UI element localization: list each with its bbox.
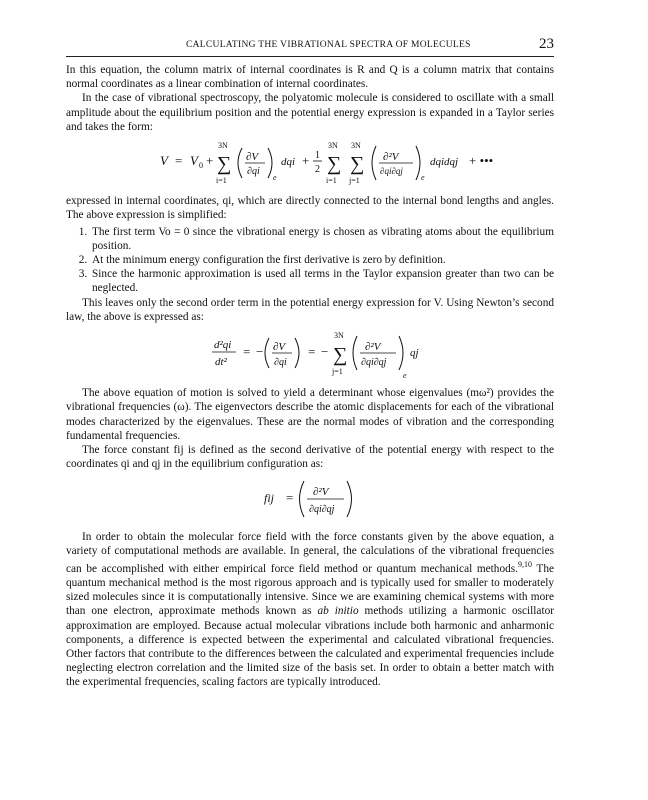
eq1-dqi: dqi <box>281 156 296 169</box>
paragraph-4: This leaves only the second order term in the potential energy expression for V. Using Newton’s second law, the above is expressed as: <box>66 296 554 323</box>
eq3-paren-left <box>300 481 305 517</box>
paragraph-5: The above equation of motion is solved to yield a determinant whose eigenvalues (mω²) provides the vibrational frequencies (ω). The eigenvectors describe the atomic displacements for each of the vibrational modes characterized by the eigenvalues. These are the normal modes of vibration and the corresponding fundamental frequencies. <box>66 387 554 442</box>
ab-initio-term: ab initio <box>317 605 359 618</box>
eq1-half-num: 1 <box>315 150 320 162</box>
list-item-3: 3. Since the harmonic approximation is used all terms in the Taylor expansion greater than two can be neglected. <box>90 267 554 295</box>
eq1-sum2-upper: 3N <box>328 141 338 151</box>
eq1-paren2-left <box>372 146 376 180</box>
eq2-paren1-right <box>295 338 299 368</box>
eq3-lhs: fij <box>264 491 275 506</box>
paragraph-6: The force constant fij is defined as the second derivative of the potential energy with respect to the coordinates qi and qj in the equilibrium configuration as: <box>66 444 554 471</box>
eq1-paren1-right <box>268 148 272 178</box>
paragraph-1: In this equation, the column matrix of internal coordinates is R and Q is a column matrix that contains normal coordinates as a linear combination of internal coordinates. <box>66 64 554 91</box>
running-header <box>66 38 554 56</box>
eq1-dqidqj: dqidqj <box>430 156 459 169</box>
eq1-sum3-lower: j=1 <box>349 176 360 186</box>
eq1-paren1-left <box>238 148 242 178</box>
eq3-paren-right <box>347 481 352 517</box>
eq2-sum-upper: 3N <box>334 331 344 341</box>
eq1-sub-e1: e <box>273 173 277 183</box>
reference-superscript: 9,10 <box>517 560 532 570</box>
eq1-d1-num: ∂V <box>246 151 259 164</box>
list-item-1: 1. The first term Vo = 0 since the vibrational energy is chosen as vibrating atoms about the equilibrium position. <box>90 225 554 253</box>
eq1-lhs: V <box>160 153 168 169</box>
eq1-half-den: 2 <box>315 164 320 176</box>
eq1-d2-den: ∂qi∂qj <box>380 166 403 177</box>
page-number: 23 <box>539 36 554 52</box>
eq3-d2-den: ∂qi∂qj <box>309 504 335 516</box>
eq2-paren1-left <box>265 338 269 368</box>
eq2-d2-den: ∂qi∂qj <box>361 357 387 369</box>
list-item-2: 2. At the minimum energy configuration the first derivative is zero by definition. <box>90 253 554 267</box>
eq1-d1-den: ∂qi <box>247 166 260 178</box>
eq3-d2-num: ∂²V <box>313 486 329 499</box>
eq1-equals: = <box>175 153 183 169</box>
body-text <box>66 63 554 690</box>
paragraph-3: expressed in internal coordinates, qi, which are directly connected to the internal bond lengths and angles. The above expression is simplified: <box>66 195 554 222</box>
eq2-sum-lower: j=1 <box>332 367 343 377</box>
eq2-equals2: = <box>308 344 316 360</box>
eq1-plus2: + <box>302 153 310 169</box>
eq2-lhs-den: dt² <box>215 356 227 369</box>
eq2-minus1: − <box>256 344 264 360</box>
eq1-sum1-lower: i=1 <box>216 176 227 186</box>
eq1-paren2-right <box>416 146 420 180</box>
eq1-sum2-lower: i=1 <box>326 176 337 186</box>
eq1-sum1-upper: 3N <box>218 141 228 151</box>
paragraph-2: In the case of vibrational spectroscopy, the polyatomic molecule is considered to oscillate with a small amplitude about the equilibrium position and the potential energy expression is expanded in a Taylor series and takes the form: <box>66 92 554 133</box>
paragraph-7-part-b: The quantum mechanical method is the most rigorous approach and is typically used for smaller to moderately sized molecules since it is computationally intensive. Since we are examining chemical systems with more than one electron, approximate methods known as <box>66 562 554 618</box>
eq2-paren2-right <box>399 336 403 370</box>
eq1-sum1-sigma: ∑ <box>217 153 232 176</box>
eq1-v0: V <box>190 153 198 169</box>
eq2-minus2: − <box>321 344 329 360</box>
eq2-d2-num: ∂²V <box>365 341 381 354</box>
eq2-equals1: = <box>243 344 251 360</box>
eq3-equals: = <box>286 490 294 506</box>
eq1-v0-sub: 0 <box>199 161 203 171</box>
paragraph-7-part-a: In order to obtain the molecular force field with the force constants given by the above equation, a variety of computational methods are available. In general, the calculations of the vibrational frequencies can be accomplished with either empirical force field method or quantum mechanical methods. <box>66 530 554 575</box>
eq1-plus1: + <box>206 153 214 169</box>
eq1-sub-e2: e <box>421 173 425 183</box>
paragraph-7-part-c: methods utilizing a harmonic oscillator approximation are employed. Because actual molecular vibrations include both harmonic and anharmonic components, a difference is expected between the experimental and calculated vibrational frequencies. Other factors that contribute to the differences between the calculated and experimental frequencies include neglecting electron correlation and the limited size of the basis set. In order to obtain a better match with the experimental frequencies, scaling factors are typically introduced. <box>66 605 554 689</box>
simplification-list <box>66 225 554 296</box>
equation-taylor-expansion <box>66 134 554 190</box>
paragraph-7 <box>66 530 554 690</box>
eq1-sum3-sigma: ∑ <box>350 153 365 176</box>
eq2-d1-den: ∂qi <box>274 357 287 369</box>
eq1-d2-num: ∂²V <box>383 151 399 164</box>
eq2-paren2-left <box>353 336 357 370</box>
eq2-sum-sigma: ∑ <box>333 344 348 367</box>
eq2-qj: qj <box>410 347 419 360</box>
eq1-sum3-upper: 3N <box>351 141 361 151</box>
eq2-lhs-num: d²qi <box>214 339 232 352</box>
eq1-tail: + ••• <box>469 153 494 169</box>
eq2-sub-e: e <box>403 371 407 381</box>
equation-force-constant <box>66 471 554 525</box>
header-rule <box>66 56 554 57</box>
eq1-sum2-sigma: ∑ <box>327 153 342 176</box>
equation-of-motion <box>66 324 554 382</box>
eq2-d1-num: ∂V <box>273 341 286 354</box>
running-header-title: CALCULATING THE VIBRATIONAL SPECTRA OF MOLECULES <box>186 40 471 50</box>
